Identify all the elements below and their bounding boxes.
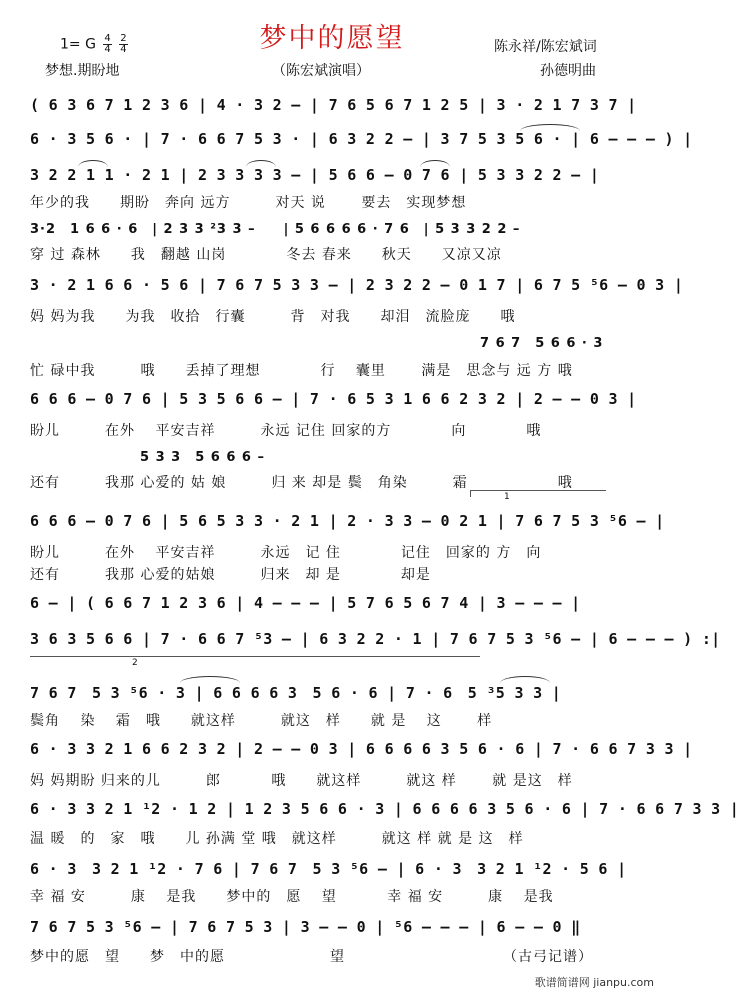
lyric-line: 还有 我那 心爱的姑娘 归来 却 是 却是	[30, 567, 431, 583]
lyric-line: 梦中的愿 望 梦 中的愿 望 （古弓记谱）	[30, 949, 593, 965]
page-title: 梦中的愿望	[259, 23, 405, 54]
notation-line-2: 6 · 3 5 6 · | 7 · 6 6 7 5 3 · | 6 3 2 2 – | 3 7 5 3 5 6 · | 6 – – – ) |	[30, 130, 693, 148]
alt-notation-line: 5 3 3 5 6 6 6 –	[140, 450, 265, 465]
slur-mark	[520, 124, 580, 131]
second-ending-bracket	[30, 656, 480, 663]
slur-mark	[420, 160, 450, 167]
notation-line-7: 6 – | ( 6 6 7 1 2 3 6 | 4 – – – | 5 7 6 5 6 7 4 | 3 – – – |	[30, 594, 581, 612]
watermark: 歌谱简谱网 jianpu.com	[534, 976, 654, 989]
notation-line-3: 3 2 2 1 1 · 2 1 | 2 3 3 3 3 – | 5 6 6 – 0 7 6 | 5 3 3 2 2 – |	[30, 166, 600, 184]
lyric-line: 还有 我那 心爱的 姑 娘 归 来 却是 鬓 角染 霜 哦	[30, 475, 573, 491]
lyric-line: 幸 福 安 康 是我 梦中的 愿 望 幸 福 安 康 是我	[30, 889, 554, 905]
lyric-line: 盼儿 在外 平安吉祥 永远 记 住 记住 回家的 方 向	[30, 545, 542, 561]
key-signature	[60, 34, 128, 55]
lyric-line: 年少的我 期盼 奔向 远方 对天 说 要去 实现梦想	[30, 195, 467, 211]
first-ending-bracket	[470, 490, 606, 497]
notation-line-13: 7 6 7 5 3 ⁵6 – | 7 6 7 5 3 | 3 – – 0 | ⁵6 – – – | 6 – – 0 ‖	[30, 918, 581, 936]
time-signature-a: $\frac{4}{4}$	[104, 33, 111, 55]
first-ending-number: 1	[504, 492, 510, 502]
notation-line-9: 7 6 7 5 3 ⁵6 · 3 | 6 6 6 6 3 5 6 · 6 | 7 · 6 5 ³5 3 3 |	[30, 684, 562, 702]
alt-notation-line: 3·2 1 6 6 · 6 | 2 3 3 ²3 3 – | 5 6 6 6 6 · 7 6 | 5 3 3 2 2 –	[30, 222, 521, 237]
style-marking: 梦想.期盼地	[45, 63, 120, 79]
alt-notation-line: 7 6 7 5 6 6 · 3	[480, 336, 604, 351]
slur-mark	[500, 676, 550, 683]
time-signature-b: $\frac{2}{4}$	[120, 33, 127, 55]
key-text: 1= G	[60, 36, 96, 53]
composer-credit: 孙德明曲	[540, 63, 596, 79]
lyric-line: 穿 过 森林 我 翻越 山岗 冬去 春来 秋天 又凉又凉	[30, 247, 502, 263]
slur-mark	[180, 676, 240, 683]
lyric-line: 温 暖 的 家 哦 儿 孙满 堂 哦 就这样 就这 样 就 是 这 样	[30, 831, 524, 847]
lyric-line: 妈 妈为我 为我 收拾 行囊 背 对我 却泪 流脸庞 哦	[30, 309, 516, 325]
lyric-line: 忙 碌中我 哦 丢掉了理想 行 囊里 满是 思念与 远 方 哦	[30, 363, 573, 379]
lyricist-credit: 陈永祥/陈宏斌词	[494, 39, 597, 55]
notation-line-8: 3 6 3 5 6 6 | 7 · 6 6 7 ⁵3 – | 6 3 2 2 · 1 | 7 6 7 5 3 ⁵6 – | 6 – – – ) :|	[30, 630, 721, 648]
slur-mark	[78, 160, 108, 167]
notation-line-12: 6 · 3 3 2 1 ¹2 · 7 6 | 7 6 7 5 3 ⁵6 – | 6 · 3 3 2 1 ¹2 · 5 6 |	[30, 860, 627, 878]
slur-mark	[246, 160, 276, 167]
notation-line-5: 6 6 6 – 0 7 6 | 5 3 5 6 6 – | 7 · 6 5 3 1 6 6 2 3 2 | 2 – – 0 3 |	[30, 390, 637, 408]
singer-credit: （陈宏斌演唱）	[272, 63, 370, 79]
notation-line-11: 6 · 3 3 2 1 ¹2 · 1 2 | 1 2 3 5 6 6 · 3 | 6 6 6 6 3 5 6 · 6 | 7 · 6 6 7 3 3 |	[30, 800, 739, 818]
second-ending-number: 2	[132, 658, 138, 668]
notation-line-6: 6 6 6 – 0 7 6 | 5 6 5 3 3 · 2 1 | 2 · 3 3 – 0 2 1 | 7 6 7 5 3 ⁵6 – |	[30, 512, 665, 530]
notation-line-4: 3 · 2 1 6 6 · 5 6 | 7 6 7 5 3 3 – | 2 3 2 2 – 0 1 7 | 6 7 5 ⁵6 – 0 3 |	[30, 276, 684, 294]
lyric-line: 盼儿 在外 平安吉祥 永远 记住 回家的方 向 哦	[30, 423, 542, 439]
notation-line-1: ( 6 3 6 7 1 2 3 6 | 4 · 3 2 – | 7 6 5 6 7 1 2 5 | 3 · 2 1 7 3 7 |	[30, 96, 637, 114]
lyric-line: 鬓角 染 霜 哦 就这样 就这 样 就 是 这 样	[30, 713, 493, 729]
lyric-line: 妈 妈期盼 归来的儿 郎 哦 就这样 就这 样 就 是这 样	[30, 773, 573, 789]
notation-line-10: 6 · 3 3 2 1 6 6 2 3 2 | 2 – – 0 3 | 6 6 6 6 3 5 6 · 6 | 7 · 6 6 7 3 3 |	[30, 740, 693, 758]
